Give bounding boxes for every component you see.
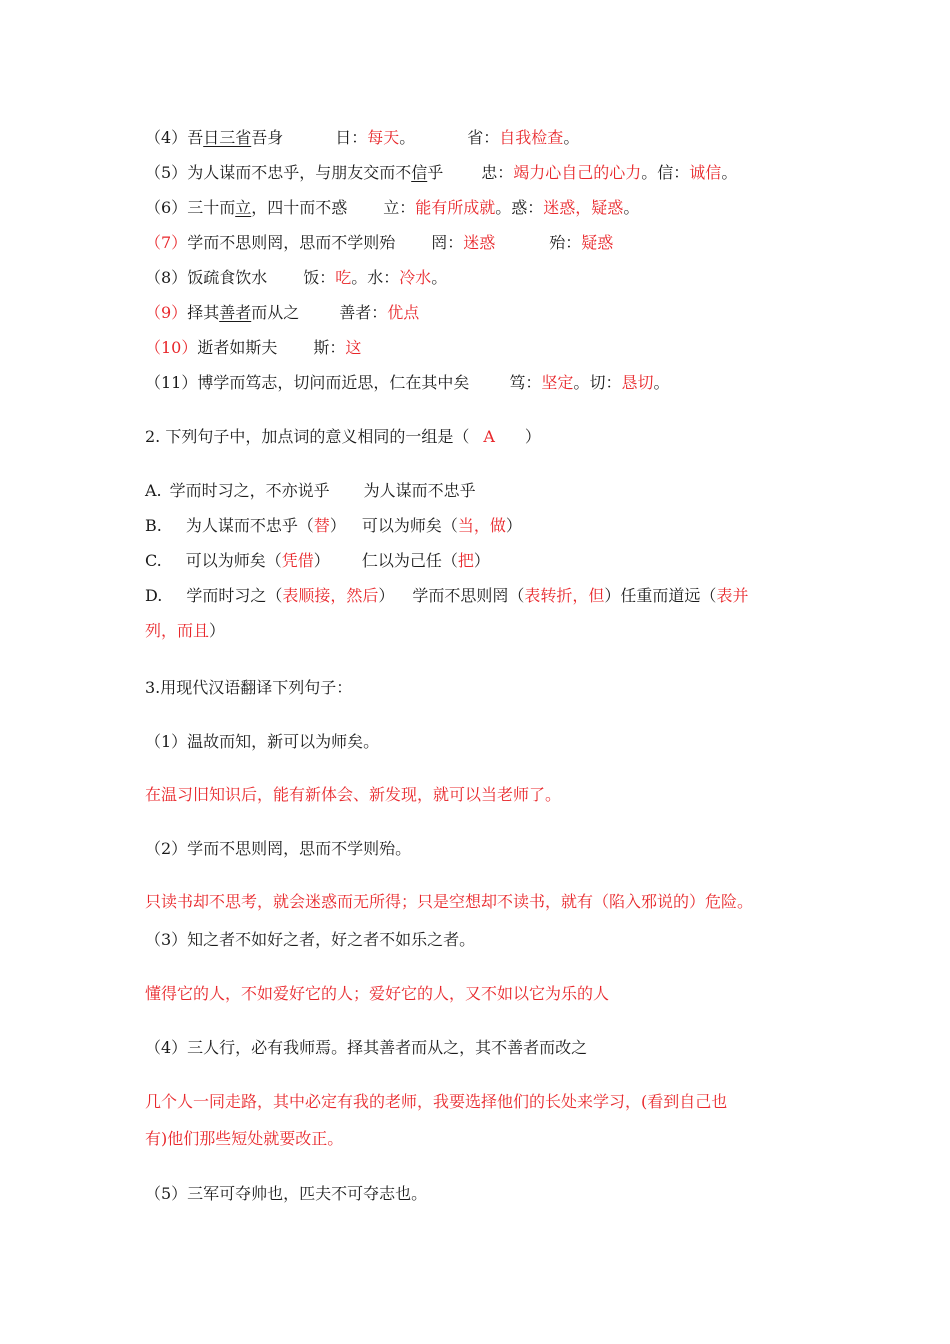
item-number: （11） xyxy=(145,373,198,392)
source-text: 饭疏食饮水 xyxy=(187,268,268,287)
q3-title: 3.用现代汉语翻译下列句子： xyxy=(145,678,353,697)
underlined-word: 日三省 xyxy=(203,128,252,147)
underlined-word: 立 xyxy=(235,198,252,217)
punct: 。 xyxy=(563,128,580,147)
gloss-answer: 自我检查 xyxy=(499,128,564,147)
q3-item-2-answer: 只读书却不思考，就会迷惑而无所得；只是空想却不读书，就有（陷入邪说的）危险。 xyxy=(145,892,754,911)
gloss-answer: 这 xyxy=(345,338,362,357)
punct: 。 xyxy=(573,373,590,392)
option-gloss: 表并 xyxy=(716,586,749,605)
punct: 。 xyxy=(721,163,738,182)
gloss-answer: 迷惑，疑惑 xyxy=(543,198,624,217)
gloss-key: 殆： xyxy=(549,233,582,252)
option-sentence: 学而时习之，不亦说乎 xyxy=(169,481,330,500)
punct: 。 xyxy=(653,373,670,392)
punct: 。 xyxy=(495,198,512,217)
source-text: 博学而笃志，切问而近思，仁在其中矣 xyxy=(197,373,470,392)
item-number: （10） xyxy=(145,338,198,357)
source-text: 而从之 xyxy=(251,303,300,322)
gloss-key: 切： xyxy=(589,373,622,392)
source-text: 三十而 xyxy=(187,198,236,217)
gloss-answer: 恳切 xyxy=(621,373,654,392)
gloss-answer: 优点 xyxy=(387,303,420,322)
option-gloss: 列，而且 xyxy=(145,621,210,640)
option-sentence: 为人谋而不忠乎（ xyxy=(185,516,314,535)
source-text: ，四十而不惑 xyxy=(251,198,348,217)
gloss-answer: 疑惑 xyxy=(581,233,614,252)
item-number: （8） xyxy=(145,268,188,287)
gloss-key: 水： xyxy=(367,268,400,287)
punct: ） xyxy=(473,551,490,570)
underlined-word: 信 xyxy=(411,163,428,182)
source-text: 逝者如斯夫 xyxy=(197,338,278,357)
option-label: C. xyxy=(145,551,162,570)
punct: 。 xyxy=(351,268,368,287)
option-gloss: 表转折，但 xyxy=(524,586,605,605)
vocab-line-7 xyxy=(145,232,613,254)
option-sentence: 学而时习之（ xyxy=(186,586,283,605)
gloss-answer: 每天 xyxy=(367,128,400,147)
gloss-answer: 冷水 xyxy=(399,268,432,287)
gloss-answer: 吃 xyxy=(335,268,352,287)
q3-item-4-answer-line2: 有)他们那些短处就要改正。 xyxy=(145,1129,344,1148)
punct: ） xyxy=(313,551,330,570)
question-text: 2. 下列句子中，加点词的意义相同的一组是（ xyxy=(145,427,470,446)
source-text: 学而不思则罔，思而不学则殆 xyxy=(187,233,396,252)
option-gloss: 把 xyxy=(457,551,474,570)
option-label: A. xyxy=(145,481,162,500)
source-text: 为人谋而不忠乎，与朋友交而不 xyxy=(187,163,412,182)
answer-letter: A xyxy=(483,427,495,446)
gloss-key: 善者： xyxy=(339,303,388,322)
gloss-key: 立： xyxy=(383,198,416,217)
gloss-key: 日： xyxy=(335,128,368,147)
gloss-key: 罔： xyxy=(431,233,464,252)
option-label: D. xyxy=(145,586,163,605)
option-sentence: 仁以为己任（ xyxy=(361,551,458,570)
punct: 。 xyxy=(431,268,448,287)
option-sentence: 可以为师矣（ xyxy=(361,516,458,535)
source-text: 择其 xyxy=(187,303,220,322)
q3-item-3-question: （3）知之者不如好之者，好之者不如乐之者。 xyxy=(145,930,476,949)
gloss-answer: 能有所成就 xyxy=(415,198,496,217)
q2-option-d-cont xyxy=(145,620,225,642)
punct: 。 xyxy=(641,163,658,182)
item-number: （6） xyxy=(145,198,188,217)
vocab-line-4 xyxy=(145,127,579,149)
option-sentence: 可以为师矣（ xyxy=(185,551,282,570)
vocab-line-11 xyxy=(145,372,669,394)
gloss-key: 饭： xyxy=(303,268,336,287)
punct: ） xyxy=(209,621,226,640)
underlined-word: 善者 xyxy=(219,303,252,322)
option-gloss: 凭借 xyxy=(281,551,314,570)
gloss-key: 省： xyxy=(467,128,500,147)
gloss-answer: 坚定 xyxy=(541,373,574,392)
option-sentence: 学而不思则罔（ xyxy=(412,586,525,605)
option-sentence: 为人谋而不忠乎 xyxy=(363,481,476,500)
punct: ） xyxy=(378,586,395,605)
option-label: B. xyxy=(145,516,162,535)
gloss-answer: 迷惑 xyxy=(463,233,496,252)
q3-item-4-answer-line1: 几个人一同走路，其中必定有我的老师，我要选择他们的长处来学习，(看到自己也 xyxy=(145,1092,728,1111)
option-gloss: 表顺接，然后 xyxy=(282,586,379,605)
q3-item-1-question: （1）温故而知，新可以为师矣。 xyxy=(145,732,380,751)
option-gloss: 当，做 xyxy=(457,516,506,535)
q2-question xyxy=(145,426,541,448)
q3-item-4-question: （4）三人行，必有我师焉。择其善者而从之，其不善者而改之 xyxy=(145,1038,588,1057)
q3-item-2-question: （2）学而不思则罔，思而不学则殆。 xyxy=(145,839,412,858)
q2-option-d xyxy=(145,585,748,607)
gloss-key: 信： xyxy=(657,163,690,182)
gloss-key: 笃： xyxy=(509,373,542,392)
vocab-line-9 xyxy=(145,302,419,324)
vocab-line-5 xyxy=(145,162,737,184)
source-text: 吾 xyxy=(187,128,204,147)
item-number: （9） xyxy=(145,303,188,322)
punct: ） xyxy=(505,516,522,535)
punct: ） xyxy=(329,516,346,535)
option-gloss: 替 xyxy=(313,516,330,535)
vocab-line-10 xyxy=(145,337,361,359)
punct: ） xyxy=(524,427,541,446)
q3-item-5-question: （5）三军可夺帅也，匹夫不可夺志也。 xyxy=(145,1184,428,1203)
item-number: （7） xyxy=(145,233,188,252)
gloss-answer: 诚信 xyxy=(689,163,722,182)
punct: 。 xyxy=(399,128,416,147)
q3-item-3-answer: 懂得它的人，不如爱好它的人；爱好它的人，又不如以它为乐的人 xyxy=(145,984,610,1003)
q3-item-1-answer: 在温习旧知识后，能有新体会、新发现，就可以当老师了。 xyxy=(145,785,562,804)
gloss-answer: 竭力心自己的心力 xyxy=(513,163,642,182)
q2-option-b xyxy=(145,515,522,537)
option-sentence: ）任重而道远（ xyxy=(604,586,717,605)
vocab-line-8 xyxy=(145,267,447,289)
source-text: 吾身 xyxy=(251,128,284,147)
gloss-key: 斯： xyxy=(313,338,346,357)
source-text: 乎 xyxy=(427,163,444,182)
item-number: （4） xyxy=(145,128,188,147)
q2-option-a xyxy=(145,480,476,502)
vocab-line-6 xyxy=(145,197,639,219)
q2-option-c xyxy=(145,550,490,572)
item-number: （5） xyxy=(145,163,188,182)
gloss-key: 惑： xyxy=(511,198,544,217)
punct: 。 xyxy=(623,198,640,217)
gloss-key: 忠： xyxy=(481,163,514,182)
